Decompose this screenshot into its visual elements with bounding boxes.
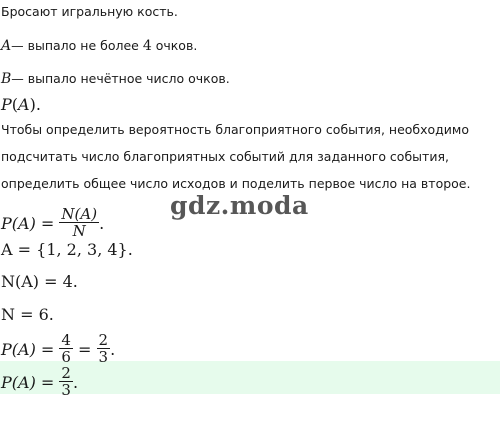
answer-fraction [59, 365, 73, 398]
explanation-line-3: определить общее число исходов и поделить первое число на второе. [1, 176, 471, 191]
answer-line [1, 364, 79, 400]
find-tail: ). [29, 95, 41, 114]
explanation-line-1: Чтобы определить вероятность благоприятного события, необходимо [1, 122, 470, 137]
find-p: P [1, 95, 12, 114]
probability-formula [1, 205, 105, 241]
event-a-tail: очков. [151, 38, 198, 53]
calc-lhs: P(A) = [1, 340, 60, 359]
calc-numerator-2: 2 [98, 331, 109, 349]
calc-equals: = [72, 340, 97, 359]
answer-lhs: P(A) = [1, 373, 60, 392]
event-a-number: 4 [142, 38, 152, 54]
explanation-line-2: подсчитать число благоприятных событий для заданного события, [1, 149, 449, 164]
formula-lhs: P(A) = [1, 214, 60, 233]
event-b-text: — выпало нечётное число очков. [11, 71, 230, 86]
calc-fraction-1 [59, 332, 73, 365]
formula-numerator: N(A) [61, 205, 98, 223]
find-paren-open: ( [11, 95, 19, 114]
formula-tail: . [99, 214, 105, 233]
formula-denominator: N [72, 222, 86, 240]
answer-denominator: 3 [61, 381, 71, 399]
formula-fraction [59, 206, 99, 239]
total-count: N = 6. [1, 305, 54, 324]
problem-statement: Бросают игральную кость. [1, 4, 178, 19]
event-b-definition [1, 71, 230, 87]
probability-calculation [1, 331, 116, 367]
answer-tail: . [72, 373, 79, 392]
calc-tail: . [110, 340, 116, 359]
event-a-text: — выпало не более [11, 38, 143, 53]
calc-fraction-2 [97, 332, 111, 365]
event-a-symbol: A [1, 38, 12, 54]
event-b-symbol: B [1, 71, 12, 87]
calc-denominator-2: 3 [98, 348, 109, 366]
answer-numerator: 2 [61, 364, 71, 382]
watermark-logo: gdz.moda [170, 191, 309, 220]
calc-numerator-1: 4 [61, 331, 71, 349]
favorable-count: N(A) = 4. [1, 272, 78, 291]
find-a: A [18, 95, 30, 114]
favorable-set: A = {1, 2, 3, 4}. [1, 240, 133, 259]
event-a-definition [1, 38, 197, 54]
calc-denominator-1: 6 [61, 348, 71, 366]
find-probability [1, 95, 41, 115]
